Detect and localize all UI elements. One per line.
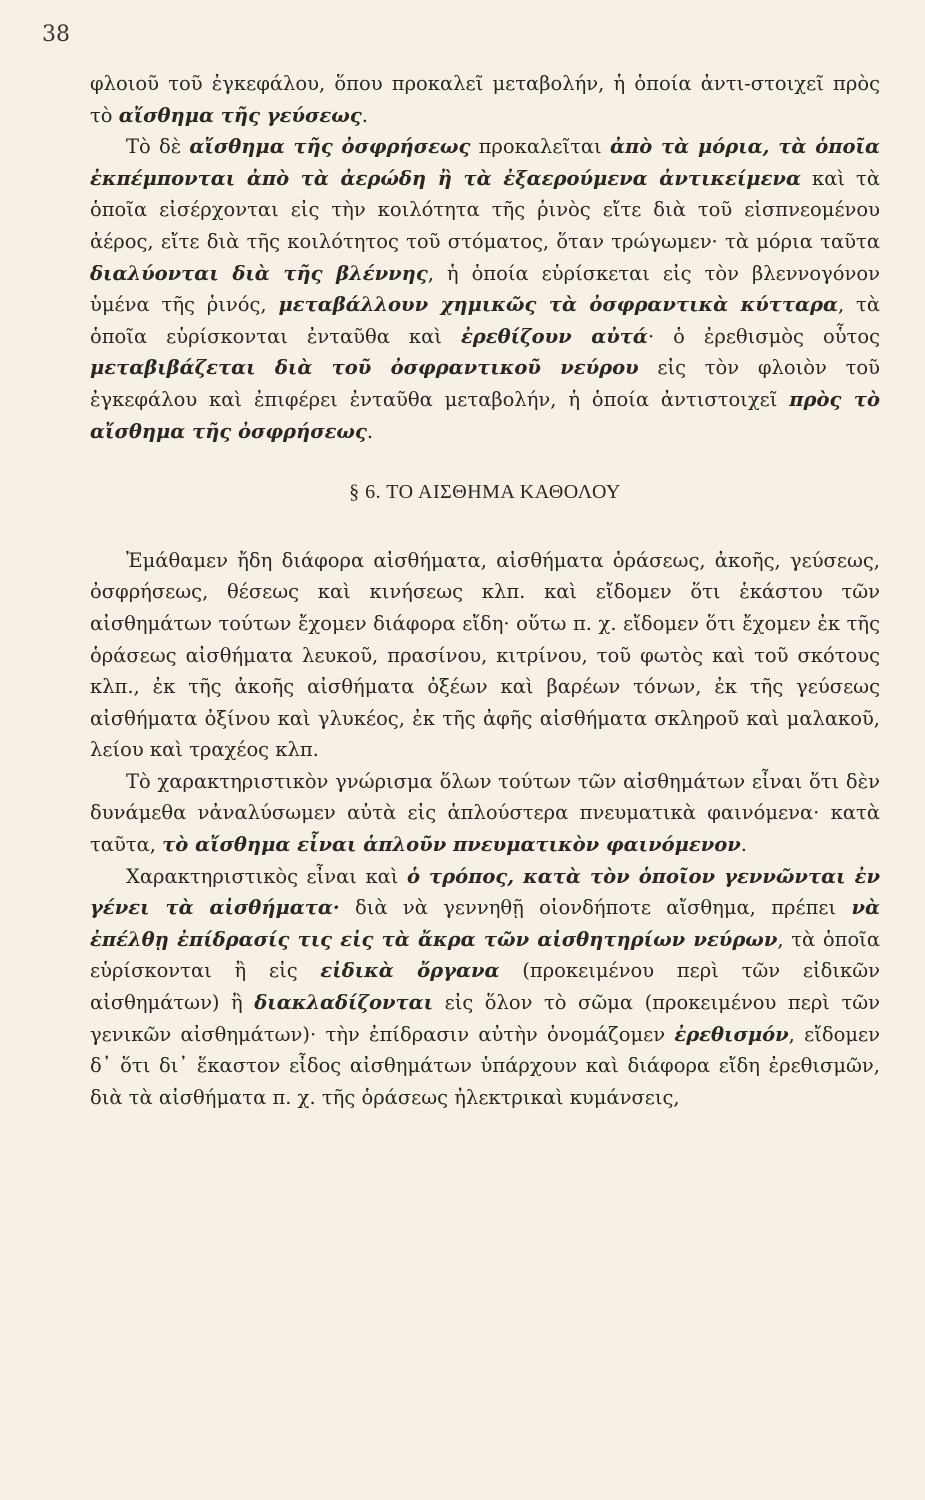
emphasis-run: ἐρεθίζουν αὐτά bbox=[460, 324, 648, 348]
page-body bbox=[90, 68, 880, 1113]
emphasis-run: αἴσθημα τῆς γεύσεως bbox=[118, 103, 362, 127]
emphasis-run: διακλαδίζονται bbox=[254, 991, 434, 1015]
text-run: Τὸ χαρακτηριστικὸν γνώρισμα ὅλων τούτων τῶν αἰσθημάτων εἶναι ὅτι δὲν δυνάμεθα νἀναλύσωμεν αὐτὰ εἰς ἁπλούστερα πνευματικὰ φαινόμενα· κατὰ ταῦτα, bbox=[90, 769, 880, 857]
text-run: , ἡ ὁποία εὑρίσκεται εἰς τὸν βλεννογόνον ὑμένα τῆς ῥινός, bbox=[90, 261, 880, 317]
text-run: Χαρακτηριστικὸς εἶναι καὶ bbox=[126, 864, 407, 888]
paragraph-sensations-list bbox=[90, 545, 880, 766]
text-run: · ὁ ἐρεθισμὸς οὗτος bbox=[647, 324, 881, 348]
emphasis-run: τὸ αἴσθημα εἶναι ἁπλοῦν πνευματικὸν φαινόμενον bbox=[162, 833, 741, 857]
text-run: Ἐμάθαμεν ἤδη διάφορα αἰσθήματα, αἰσθήματα ὁράσεως, ἀκοῆς, γεύσεως, ὀσφρήσεως, θέσεως καὶ κινήσεως κλπ. καὶ εἴδομεν ὅτι ἑκάστου τῶν αἰσθημάτων τούτων ἔχομεν διάφορα εἴδη· οὕτω π. χ. εἴδομεν ὅτι ἔχομεν ἐκ τῆς ὁράσεως αἰσθήματα λευκοῦ, πρασίνου, κιτρίνου, τοῦ φωτὸς καὶ τοῦ σκότους κλπ., ἐκ τῆς ἀκοῆς αἰσθήματα ὀξέων καὶ βαρέων τόνων, ἐκ τῆς γεύσεως αἰσθήματα ὀξίνου καὶ γλυκέος, ἐκ τῆς ἀφῆς αἰσθήματα σκληροῦ καὶ μαλακοῦ, λείου καὶ τραχέος κλπ. bbox=[90, 548, 880, 762]
text-run: . bbox=[740, 833, 747, 857]
emphasis-run: ἐρεθισμόν bbox=[674, 1022, 789, 1046]
paragraph-smell bbox=[90, 131, 880, 447]
emphasis-run: αἴσθημα τῆς ὀσφρήσεως bbox=[189, 135, 471, 159]
emphasis-run: ἀπὸ τὰ μόρια, τὰ ὁποῖα ἐκπέμπονται ἀπὸ τὰ ἀερώδη ἢ τὰ ἐξαερούμενα ἀντικείμενα bbox=[90, 135, 880, 190]
emphasis-run: μεταβάλλουν χημικῶς τὰ ὀσφραντικὰ κύτταρα bbox=[278, 293, 838, 317]
emphasis-run: πρὸς τὸ αἴσθημα τῆς ὀσφρήσεως bbox=[90, 387, 880, 443]
text-run: (προκειμένου περὶ τῶν εἰδικῶν αἰσθημάτων) ἢ bbox=[90, 959, 880, 1015]
text-run: Τὸ δὲ bbox=[126, 135, 190, 159]
text-run: καὶ τὰ ὁποῖα εἰσέρχονται εἰς τὴν κοιλότητα τῆς ῥινὸς εἴτε διὰ τοῦ εἰσπνεομένου ἀέρος, εἴτε διὰ τῆς κοιλότητος τοῦ στόματος, ὅταν τρώγωμεν· τὰ μόρια ταῦτα bbox=[90, 166, 881, 253]
text-run: διὰ νὰ γεννηθῇ οἱονδήποτε αἴσθημα, πρέπει bbox=[339, 896, 852, 920]
emphasis-run: νὰ ἐπέλθῃ ἐπίδρασίς τις εἰς τὰ ἄκρα τῶν αἰσθητηρίων νεύρων bbox=[90, 896, 881, 951]
text-run: , εἴδομεν δ᾿ ὅτι δι᾿ ἕκαστον εἶδος αἰσθημάτων ὑπάρχουν καὶ διάφορα εἴδη ἐρεθισμῶν, διὰ τὰ αἰσθήματα π. χ. τῆς ὁράσεως ἠλεκτρικαὶ κυμάνσεις, bbox=[90, 1022, 880, 1109]
text-run: , τὰ ὁποῖα εὑρίσκονται ἢ εἰς bbox=[90, 927, 880, 983]
paragraph-characteristic bbox=[90, 766, 880, 861]
text-run: , τὰ ὁποῖα εὑρίσκονται ἐνταῦθα καὶ bbox=[90, 293, 880, 348]
emphasis-run: εἰδικὰ ὄργανα bbox=[320, 959, 500, 983]
text-run: . bbox=[361, 103, 368, 127]
page-number: 38 bbox=[42, 22, 70, 47]
emphasis-run: μεταβιβάζεται διὰ τοῦ ὀσφραντικοῦ νεύρου bbox=[90, 356, 639, 380]
text-run: εἰς ὅλον τὸ σῶμα (προκειμένου περὶ τῶν γενικῶν αἰσθημάτων)· τὴν ἐπίδρασιν αὐτὴν ὀνομάζομεν bbox=[90, 991, 880, 1046]
paragraph-taste-end bbox=[90, 68, 880, 131]
section-heading: § 6. ΤΟ ΑΙΣΘΗΜΑ ΚΑΘΟΛΟΥ bbox=[349, 481, 621, 504]
text-run: προκαλεῖται bbox=[470, 135, 610, 159]
emphasis-run: ὁ τρόπος, κατὰ τὸν ὁποῖον γεννῶνται ἐν γένει τὰ αἰσθήματα· bbox=[90, 864, 880, 920]
text-run: φλοιοῦ τοῦ ἐγκεφάλου, ὅπου προκαλεῖ μεταβολήν, ἡ ὁποία ἀντι-στοιχεῖ πρὸς τὸ bbox=[90, 72, 880, 127]
emphasis-run: διαλύονται διὰ τῆς βλέννης bbox=[90, 261, 428, 285]
text-run: . bbox=[366, 419, 374, 443]
paragraph-origin bbox=[90, 861, 880, 1114]
text-run: εἰς τὸν φλοιὸν τοῦ ἐγκεφάλου καὶ ἐπιφέρει ἐνταῦθα μεταβολήν, ἡ ὁποία ἀντιστοιχεῖ bbox=[90, 356, 880, 411]
